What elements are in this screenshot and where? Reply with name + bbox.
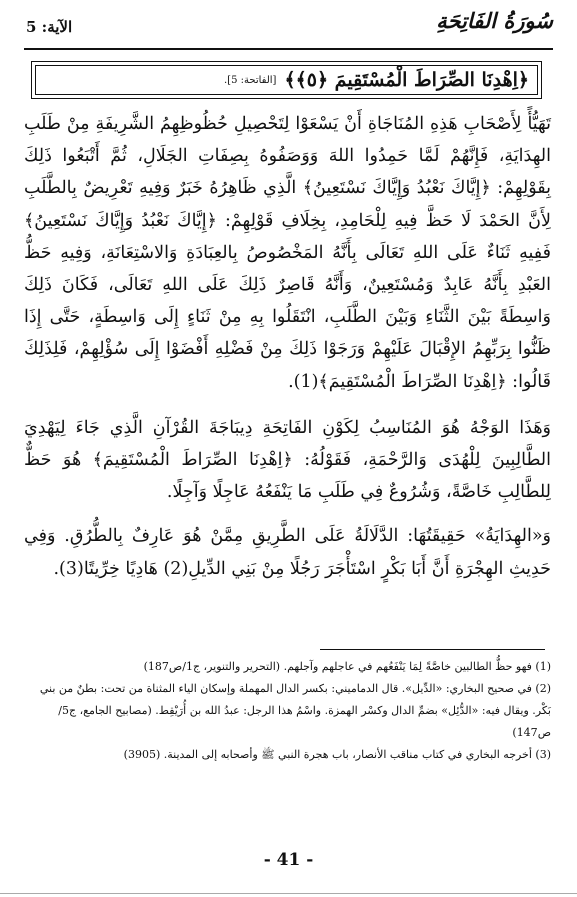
ayah-label: الآية: 5 <box>26 18 73 36</box>
page-header <box>24 6 553 44</box>
body-paragraph: وَ«الهِدَايَةُ» حَقِيقَتُهَا: الدَّلَالَةُ عَلَى الطَّرِيقِ مِمَّنْ هُوَ عَارِفٌ بِالطُّرُقِ. وَفِي حَدِيثِ الهِجْرَةِ أَنَّ أَبَا بَكْرٍ اسْتَأْجَرَ رَجُلًا مِنْ بَنِي الدِّيلِ(2) هَادِيًا خِرِّيتًا(3). <box>24 526 551 579</box>
verse-reference: [الفاتحة: 5]. <box>224 74 277 86</box>
body-paragraph: تَهَيُّأً لِأَصْحَابِ هَذِهِ المُنَاجَاةِ أَنْ يَسْعَوْا لِتَحْصِيلِ حُظُوظِهِمُ الشَّرِيفَةِ مِنْ طَلَبِ الهِدَايَةِ، فَإِنَّهُمْ لَمَّا حَمِدُوا اللهَ وَوَصَفُوهُ بِصِفَاتِ الجَلَالِ، ثُمَّ أَتْبَعُوا ذَلِكَ بِقَوْلِهِمْ: ﴿إِيَّاكَ نَعْبُدُ وَإِيَّاكَ نَسْتَعِينُ﴾ الَّذِي ظَاهِرُهُ خَبَرٌ وَفِيهِ تَعْرِيضٌ بِالطَّلَبِ لِأَنَّ الحَمْدَ لَا حَظَّ فِيهِ لِلْحَامِدِ، بِخِلَافِ قَوْلِهِمْ: ﴿إِيَّاكَ نَعْبُدُ وَإِيَّاكَ نَسْتَعِينُ﴾ فَفِيهِ ثَنَاءٌ عَلَى اللهِ تَعَالَى بِأَنَّهُ المَخْصُوصُ بِالعِبَادَةِ وَالاسْتِعَانَةِ، وَفِيهِ حَظُّ العَبْدِ بِأَنَّهُ عَابِدٌ وَمُسْتَعِينٌ، وَأَنَّهُ قَاصِرٌ ذَلِكَ عَلَى اللهِ تَعَالَى، فَكَانَ ذَلِكَ وَاسِطَةً بَيْنَ الثَّنَاءِ وَبَيْنَ الطَّلَبِ، انْتَقَلُوا بِهِ مِنْ ثَنَاءٍ إِلَى وَاسِطَةٍ، حَتَّى إِذَا ظَنُّوا بِرَبِّهِمُ الإِقْبَالَ عَلَيْهِمْ وَرَجَوْا ذَلِكَ مِنْ فَضْلِهِ أَفْضَوْا إِلَى سُؤْلِهِمْ، فَلِذَلِكَ قَالُوا: ﴿اِهْدِنَا الصِّرَاطَ الْمُسْتَقِيمَ﴾(1). <box>24 114 551 392</box>
footnote: (2) في صحيح البخاري: «الدِّيل». قال الدماميني: بكسر الدال المهملة وإسكان الياء المثناة من تحت: بطنٌ من بني بَكْر. ويقال فيه: «الدُّئِل» بضمِّ الدال وكسْر الهمزة. واسْمُ هذا الرجل: عبدُ الله بن أُرَيْقِط. (مصابيح الجامع، ج5/ص147) <box>39 682 551 739</box>
footnote: (1) فهو حظُّ الطالبين خاصَّةً لِمَا يَنْفَعُهم في عاجلهم وآجلهم. (التحرير والتنوير، ج1/ص187) <box>143 660 551 673</box>
body-text <box>24 108 551 585</box>
footnote: (3) أخرجه البخاري في كتاب مناقب الأنصار، باب هجرة النبي ﷺ وأصحابه إلى المدينة. (3905) <box>123 748 551 761</box>
footnotes <box>24 656 551 766</box>
surah-title: سُورَةُ الفَاتِحَةِ <box>436 8 553 33</box>
page-number: - 41 - <box>263 850 314 870</box>
bottom-rule <box>0 893 577 894</box>
header-rule <box>24 48 553 50</box>
footnote-divider <box>320 649 545 650</box>
body-paragraph: وَهَذَا الوَجْهُ هُوَ المُنَاسِبُ لِكَوْنِ الفَاتِحَةِ دِيبَاجَةَ القُرْآنِ الَّذِي جَاءَ لِيَهْدِيَ الطَّالِبِينَ لِلْهُدَى وَالرَّحْمَةِ، فَقَوْلُهُ: ﴿اِهْدِنَا الصِّرَاطَ الْمُسْتَقِيمَ﴾ هُوَ حَظٌّ لِلطَّالِبِ خَاصَّةً، وَشُرُوعٌ فِي طَلَبِ مَا يَنْفَعُهُ عَاجِلًا وَآجِلًا. <box>24 417 551 503</box>
verse-text: ﴿اِهْدِنَا الصِّرَاطَ الْمُسْتَقِيمَ ﴿٥﴾﴾ <box>284 69 529 91</box>
verse-box <box>31 61 542 99</box>
